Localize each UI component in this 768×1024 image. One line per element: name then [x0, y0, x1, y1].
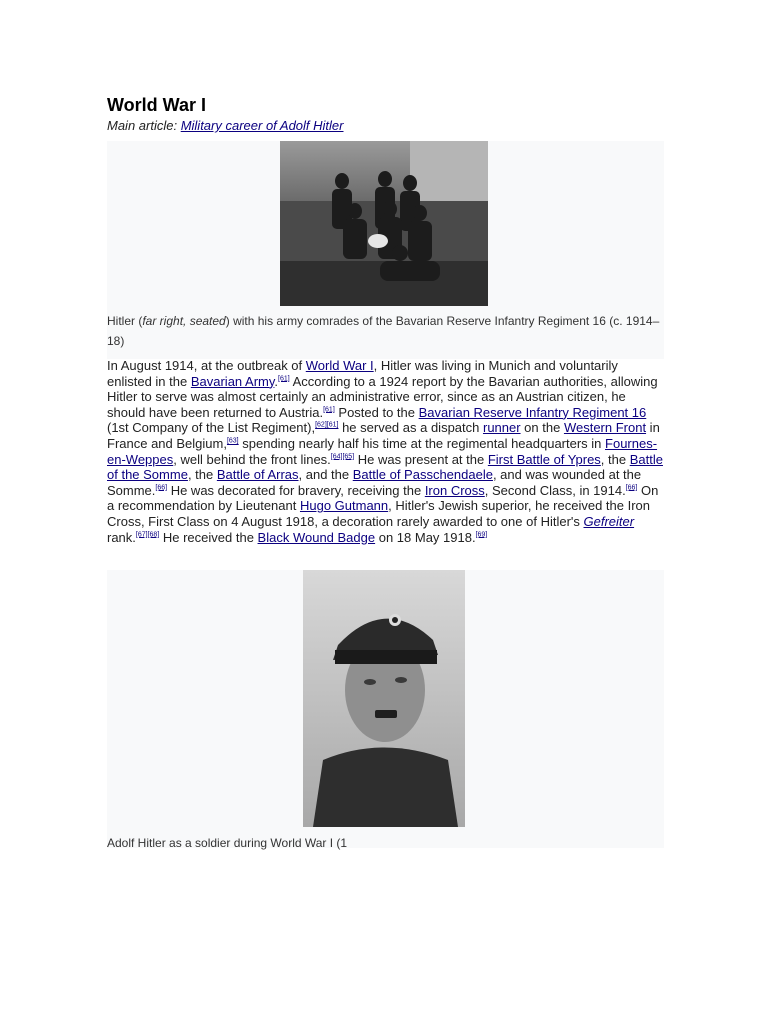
paragraph-text: , and the	[298, 467, 353, 483]
paragraph-text: , the	[600, 451, 630, 467]
link-bavarian-army[interactable]: Bavarian Army	[190, 373, 275, 389]
body-paragraph: In August 1914, at the outbreak of World War I, Hitler was living in Munich and voluntarily enlisted in the Bavarian Army.[61] According to a 1924 report by the Bavarian authorities, allowing Hitler to serve was almost certainly an administrative error, since as an Austrian citizen, he should have been returned to Austria.[61] Posted to the Bavarian Reserve Infantry Regiment 16 (1st Company of the List Regiment),[62][61] he served as a dispatch runner on the Western Front in France and Belgium,[63] spending nearly half his time at the regimental headquarters in Fournes-en-Weppes, well behind the front lines.[64][65] He was present at the First Battle of Ypres, the Battle of the Somme, the Battle of Arras, and the Battle of Passchendaele, and was wounded at the Somme.[66] He was decorated for bravery, receiving the Iron Cross, Second Class, in 1914.[66] On a recommendation by Lieutenant Hugo Gutmann, Hitler's Jewish superior, he received the Iron Cross, First Class on 4 August 1918, a decoration rarely awarded to one of Hitler's Gefreiter rank.[67][68] He received the Black Wound Badge on 18 May 1918.[69]	[107, 358, 663, 545]
figure-portrait	[107, 570, 664, 848]
paragraph-text: On a recommendation by Lieutenant	[107, 482, 659, 514]
portrait-photo-drawing	[303, 570, 465, 827]
link-regiment[interactable]: Bavarian Reserve Infantry Regiment 16	[418, 404, 647, 420]
reference-link[interactable]: [61]	[323, 406, 335, 414]
link-somme[interactable]: Battle of the Somme	[107, 451, 663, 483]
link-fournes[interactable]: Fournes-en-Weppes	[107, 435, 658, 467]
link-runner[interactable]: runner	[482, 420, 521, 436]
paragraph-text: , Hitler was living in Munich and voluntarily enlisted in the	[107, 358, 618, 389]
link-black-wound-badge[interactable]: Black Wound Badge	[257, 529, 376, 545]
paragraph-text: on 18 May 1918.	[375, 529, 476, 545]
hatnote-prefix: Main article:	[107, 118, 181, 133]
reference-link[interactable]: [62][61]	[315, 422, 339, 430]
paragraph-text: , Second Class, in 1914.	[484, 482, 626, 498]
paragraph-text: , Hitler's Jewish superior, he received the Iron Cross, First Class on 4 August 1918, a decoration rarely awarded to one of Hitler's	[107, 498, 651, 529]
reference-link[interactable]: [63]	[226, 437, 239, 445]
paragraph-text: on the	[520, 420, 564, 436]
link-gefreiter[interactable]: Gefreiter	[583, 513, 635, 529]
reference-link[interactable]: [69]	[475, 531, 488, 539]
figure-caption: Adolf Hitler as a soldier during World War I (1	[107, 836, 348, 850]
caption-text: Hitler (	[107, 314, 143, 328]
paragraph-text: he served as a dispatch	[338, 420, 483, 436]
figure-group-photo	[107, 141, 664, 359]
link-ypres[interactable]: First Battle of Ypres	[487, 451, 601, 467]
link-arras[interactable]: Battle of Arras	[216, 467, 299, 483]
group-photo-image[interactable]	[280, 141, 488, 306]
paragraph-text: He received the	[159, 529, 258, 545]
portrait-photo-image[interactable]	[303, 570, 465, 827]
hatnote	[107, 117, 344, 134]
paragraph-text: , and was wounded at the Somme.	[107, 467, 642, 498]
link-world-war-i[interactable]: World War I	[305, 358, 374, 373]
caption-italic: far right, seated	[142, 314, 226, 328]
hatnote-link[interactable]: Military career of Adolf Hitler	[180, 118, 344, 133]
link-hugo-gutmann[interactable]: Hugo Gutmann	[299, 498, 389, 514]
paragraph-text: , the	[187, 467, 217, 483]
figure-caption	[107, 311, 664, 351]
paragraph-text: In August 1914, at the outbreak of	[107, 358, 306, 373]
paragraph-text: Posted to the	[334, 404, 419, 420]
paragraph-text: (1st Company of the List Regiment),	[107, 420, 316, 436]
reference-link[interactable]: [66]	[625, 484, 638, 492]
paragraph-text: spending nearly half his time at the regimental headquarters in	[238, 435, 606, 451]
group-photo-drawing	[280, 141, 488, 306]
reference-link[interactable]: [61]	[278, 375, 290, 383]
reference-link[interactable]: [66]	[155, 484, 168, 492]
paragraph-text: He was decorated for bravery, receiving the	[167, 482, 425, 498]
paragraph-text: , well behind the front lines.	[173, 451, 331, 467]
section-heading: World War I	[107, 95, 206, 115]
link-iron-cross[interactable]: Iron Cross	[424, 482, 485, 498]
reference-link[interactable]: [67][68]	[135, 531, 160, 539]
paragraph-text: rank.	[107, 529, 136, 545]
paragraph-text: According to a 1924 report by the Bavarian authorities, allowing Hitler to serve was almost certainly an administrative error, since as an Austrian citizen, he should have been returned to Austria.	[107, 373, 658, 420]
paragraph-text: in France and Belgium,	[107, 420, 660, 451]
paragraph-text: He was present at the	[354, 451, 488, 467]
caption-text: ) with his army comrades of the Bavarian Reserve Infantry Regiment 16 (c. 1914–18)	[107, 314, 660, 348]
reference-link[interactable]: [64][65]	[330, 453, 355, 461]
link-western-front[interactable]: Western Front	[563, 420, 647, 436]
link-passchendaele[interactable]: Battle of Passchendaele	[352, 467, 493, 483]
